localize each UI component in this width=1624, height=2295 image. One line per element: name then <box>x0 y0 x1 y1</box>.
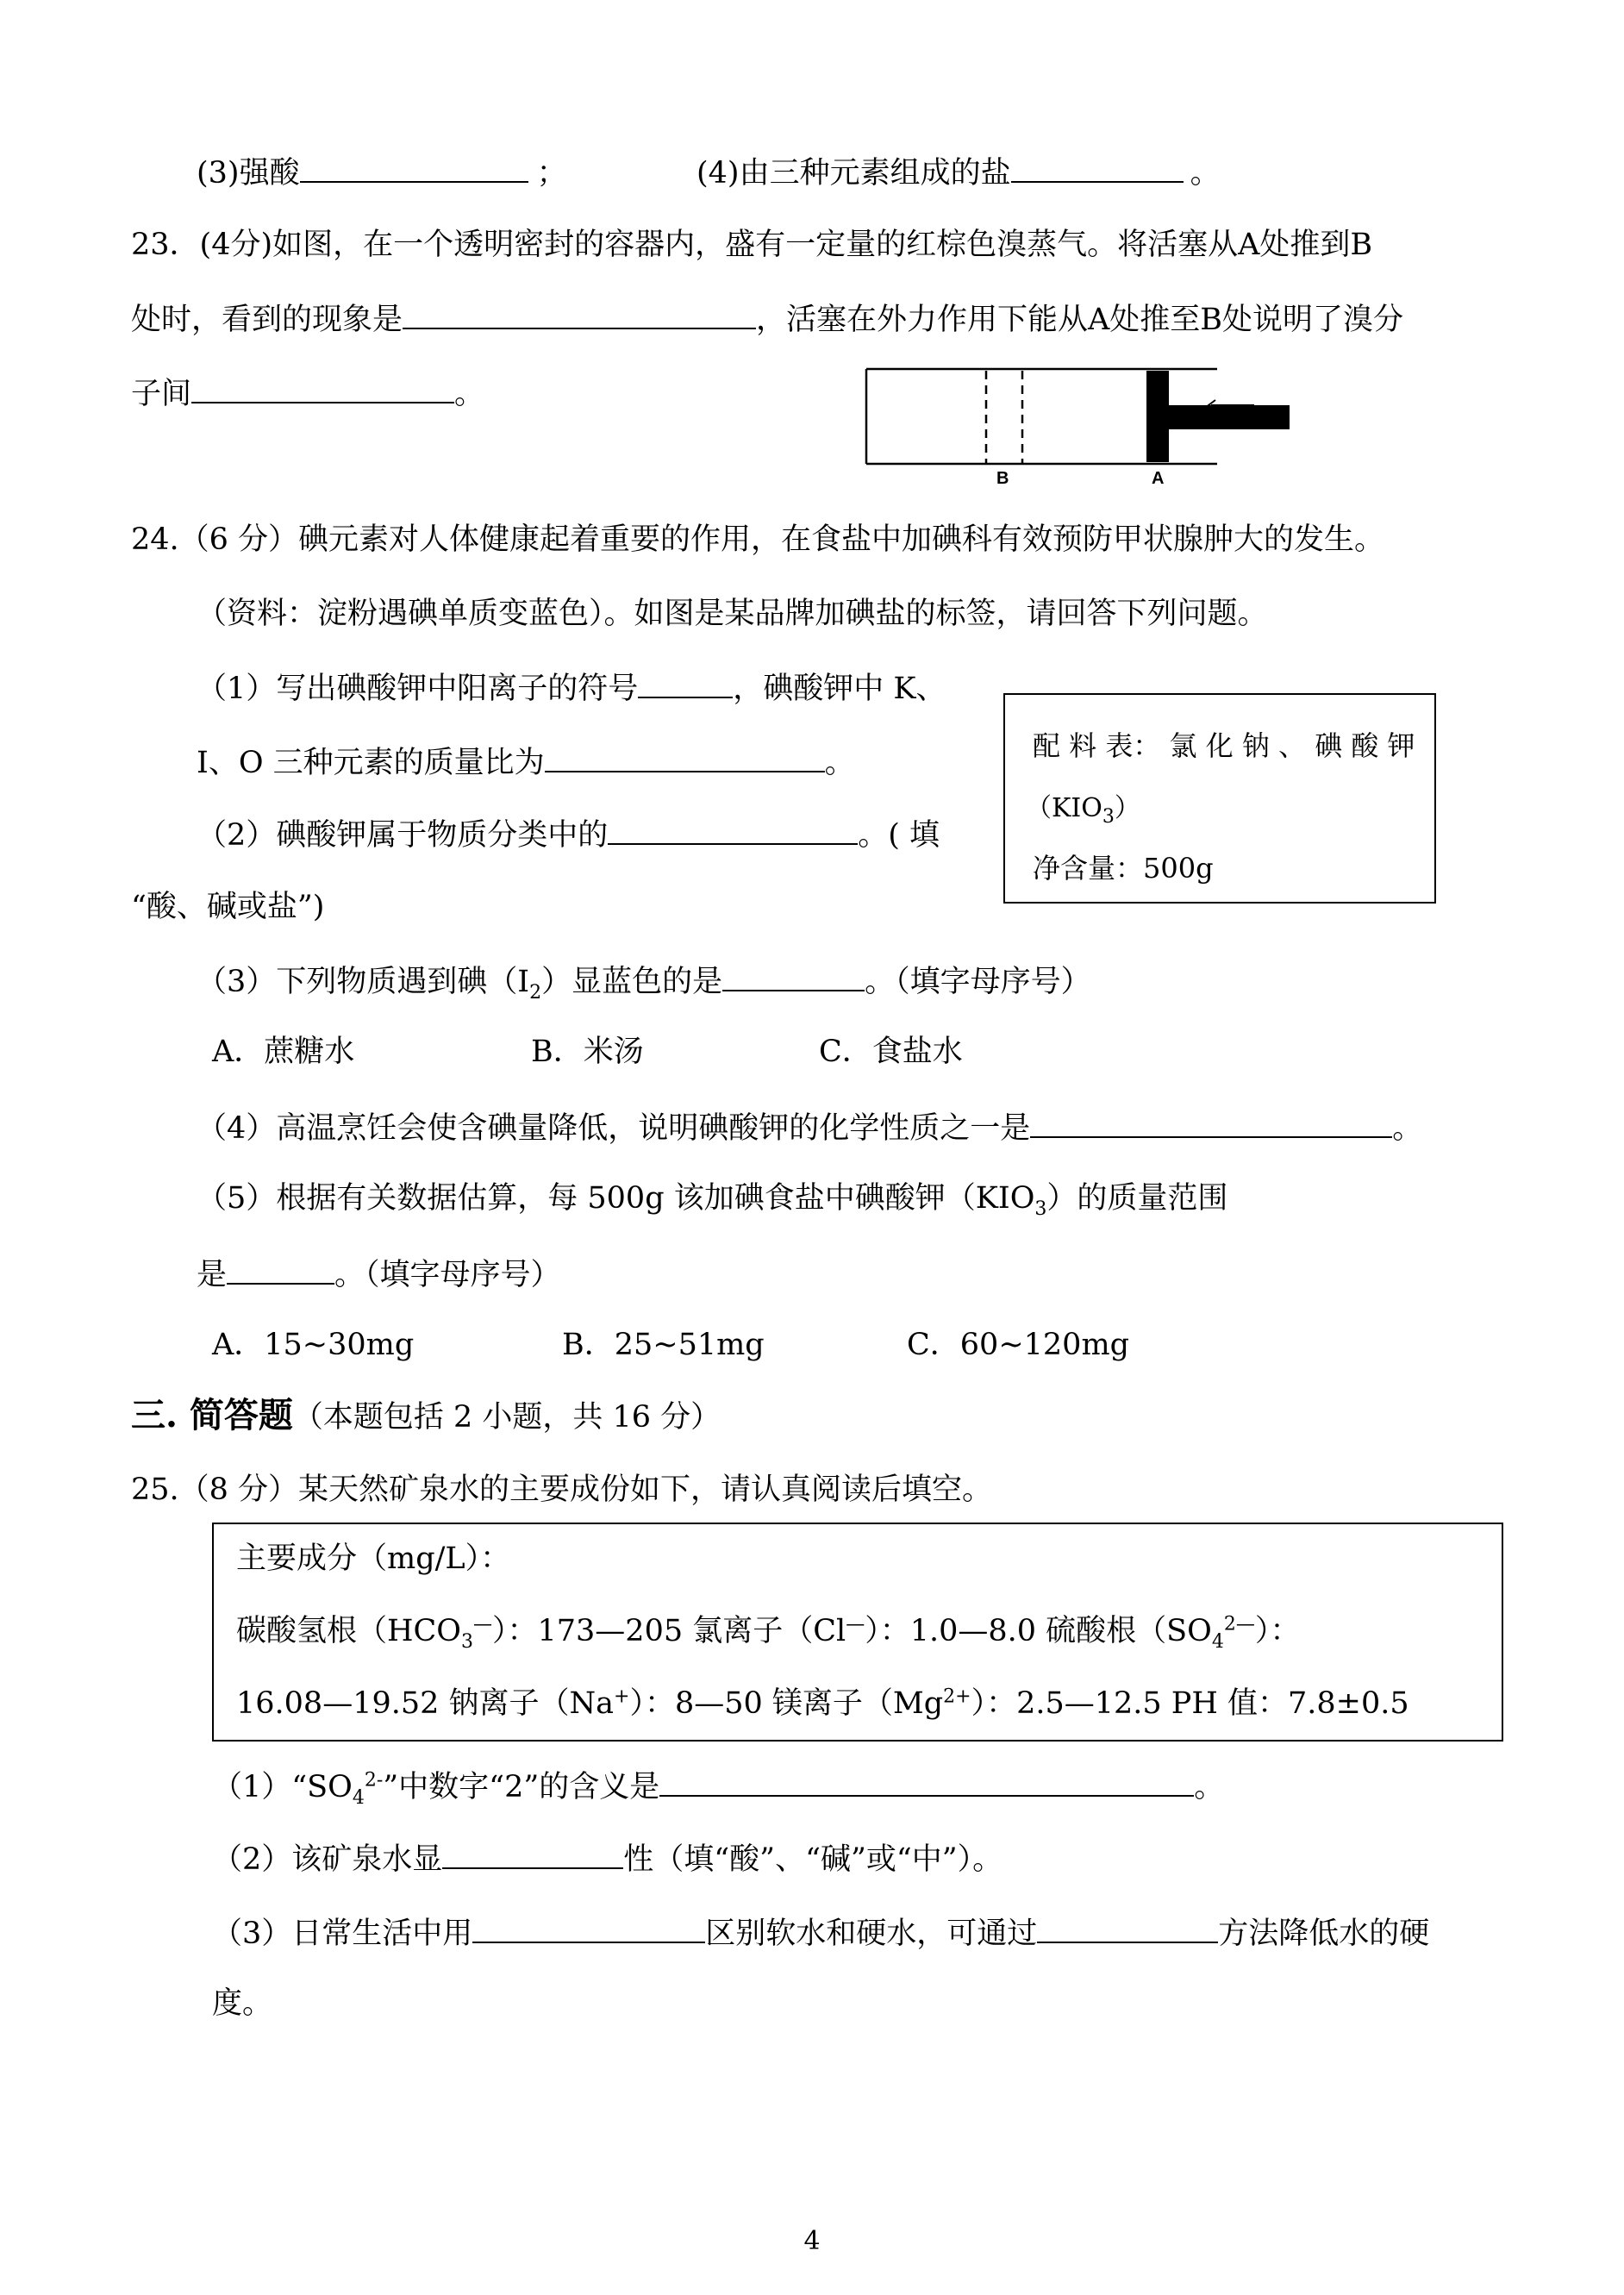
q24-p5-option-c[interactable]: C．60~120mg <box>907 1328 1130 1362</box>
q23-line2: 处时，看到的现象是 ，活塞在外力作用下能从A处推至B处说明了溴分 <box>131 298 1403 336</box>
answer-blank[interactable] <box>545 741 825 772</box>
mineral-box-line3: 16.08—19.52 钠离子（Na+）：8—50 镁离子$(Mg^{2+})$：2.5—12.5 PH 值：7.8±0.5 <box>236 1685 1409 1721</box>
q24-p4: （4）高温烹饪会使含碘量降低，说明碘酸钾的化学性质之一是 。 <box>197 1107 1422 1145</box>
answer-blank[interactable] <box>300 152 528 183</box>
answer-blank[interactable] <box>403 298 756 329</box>
q24-p3-option-c[interactable]: C．食盐水 <box>819 1035 963 1069</box>
answer-blank[interactable] <box>1030 1107 1392 1138</box>
q23-line3: 子间 。 <box>131 372 484 410</box>
section-3-note: （本题包括 2 小题，共 16 分） <box>292 1400 721 1435</box>
answer-blank[interactable] <box>608 814 858 845</box>
q24-p2-line1: （2）碘酸钾属于物质分类中的 。( 填 <box>197 814 940 852</box>
q24-line1: 24.（6 分）碘元素对人体健康起着重要的作用，在食盐中加碘科有效预防甲状腺肿大的发生。 <box>131 522 1385 557</box>
q22-item3: (3)强酸 <box>197 156 300 191</box>
salt-label-line2: $(KIO_3)$ <box>1026 793 1140 828</box>
q24-p5-line2: 是 。（填字母序号） <box>197 1254 561 1291</box>
fig-label-a: A <box>1152 469 1165 488</box>
q25-p3-cont: 度。 <box>212 1986 273 2021</box>
salt-label-line3: 净含量：500g <box>1033 852 1214 885</box>
answer-blank[interactable] <box>442 1838 623 1869</box>
q24-p5-option-a[interactable]: A．15~30mg <box>212 1328 415 1362</box>
q25-p3: （3）日常生活中用 区别软水和硬水，可通过 方法降低水的硬 <box>212 1912 1429 1950</box>
section-3-heading <box>131 1397 721 1435</box>
answer-blank[interactable] <box>1037 1912 1218 1943</box>
q24-p1-line2: I、O 三种元素的质量比为 。 <box>197 741 855 779</box>
page-number: 4 <box>803 2226 821 2256</box>
answer-blank[interactable] <box>227 1254 334 1285</box>
q22-line: (3)强酸 ； <box>197 152 567 190</box>
q25-intro: 25.（8 分）某天然矿泉水的主要成份如下，请认真阅读后填空。 <box>131 1473 993 1507</box>
fig-label-b: B <box>996 469 1009 488</box>
answer-blank[interactable] <box>472 1912 705 1943</box>
q24-p3-option-b[interactable]: B．米汤 <box>531 1035 644 1069</box>
answer-blank[interactable] <box>191 372 454 403</box>
mineral-water-box <box>212 1523 1503 1742</box>
q23-line1: 23．(4分)如图，在一个透明密封的容器内，盛有一定量的红棕色溴蒸气。将活塞从A处推到B <box>131 228 1373 262</box>
q24-line2: （资料：淀粉遇碘单质变蓝色）。如图是某品牌加碘盐的标签，请回答下列问题。 <box>197 597 1268 631</box>
q24-p5-option-b[interactable]: B．25~51mg <box>562 1328 765 1362</box>
q24-p3: （3）下列物质遇到碘$(I_2)$显蓝色的是 。（填字母序号） <box>197 960 1091 998</box>
q22-line-b: (4)由三种元素组成的盐 。 <box>696 152 1221 190</box>
q24-p5-line1: （5）根据有关数据估算，每 500g 该加碘食盐中碘酸钾$(KIO_3)$的质量范围 <box>197 1181 1228 1220</box>
section-3-title: 三. 简答题 <box>131 1395 293 1435</box>
mineral-box-line1: 主要成分（mg/L）： <box>236 1541 511 1576</box>
mineral-box-line2: 碳酸氢根$(HCO_3^—)$：173—205 氯离子（Cl—）：1.0—8.0 硫酸根$(SO_4^{2—})$： <box>236 1613 1301 1653</box>
answer-blank[interactable] <box>659 1766 1194 1797</box>
salt-label-line1: 配 料 表： 氯 化 钠 、 碘 酸 钾 <box>1033 729 1415 762</box>
q24-p3-option-a[interactable]: A．蔗糖水 <box>212 1035 355 1069</box>
answer-blank[interactable] <box>638 667 733 698</box>
q22-item4: (4)由三种元素组成的盐 <box>696 156 1011 191</box>
salt-label-box <box>1003 693 1436 904</box>
q25-p1: $(1)“SO_4^{2-}$”中数字“2”的含义是 。 <box>212 1766 1224 1804</box>
q24-p2-line2: “酸、碱或盐”) <box>131 890 325 924</box>
answer-blank[interactable] <box>722 960 865 991</box>
piston-figure <box>862 360 1310 490</box>
q25-p2: （2）该矿泉水显 性（填“酸”、“碱”或“中”）。 <box>212 1838 1003 1876</box>
answer-blank[interactable] <box>1011 152 1184 183</box>
q24-p1-line1: （1）写出碘酸钾中阳离子的符号 ，碘酸钾中 K、 <box>197 667 946 705</box>
